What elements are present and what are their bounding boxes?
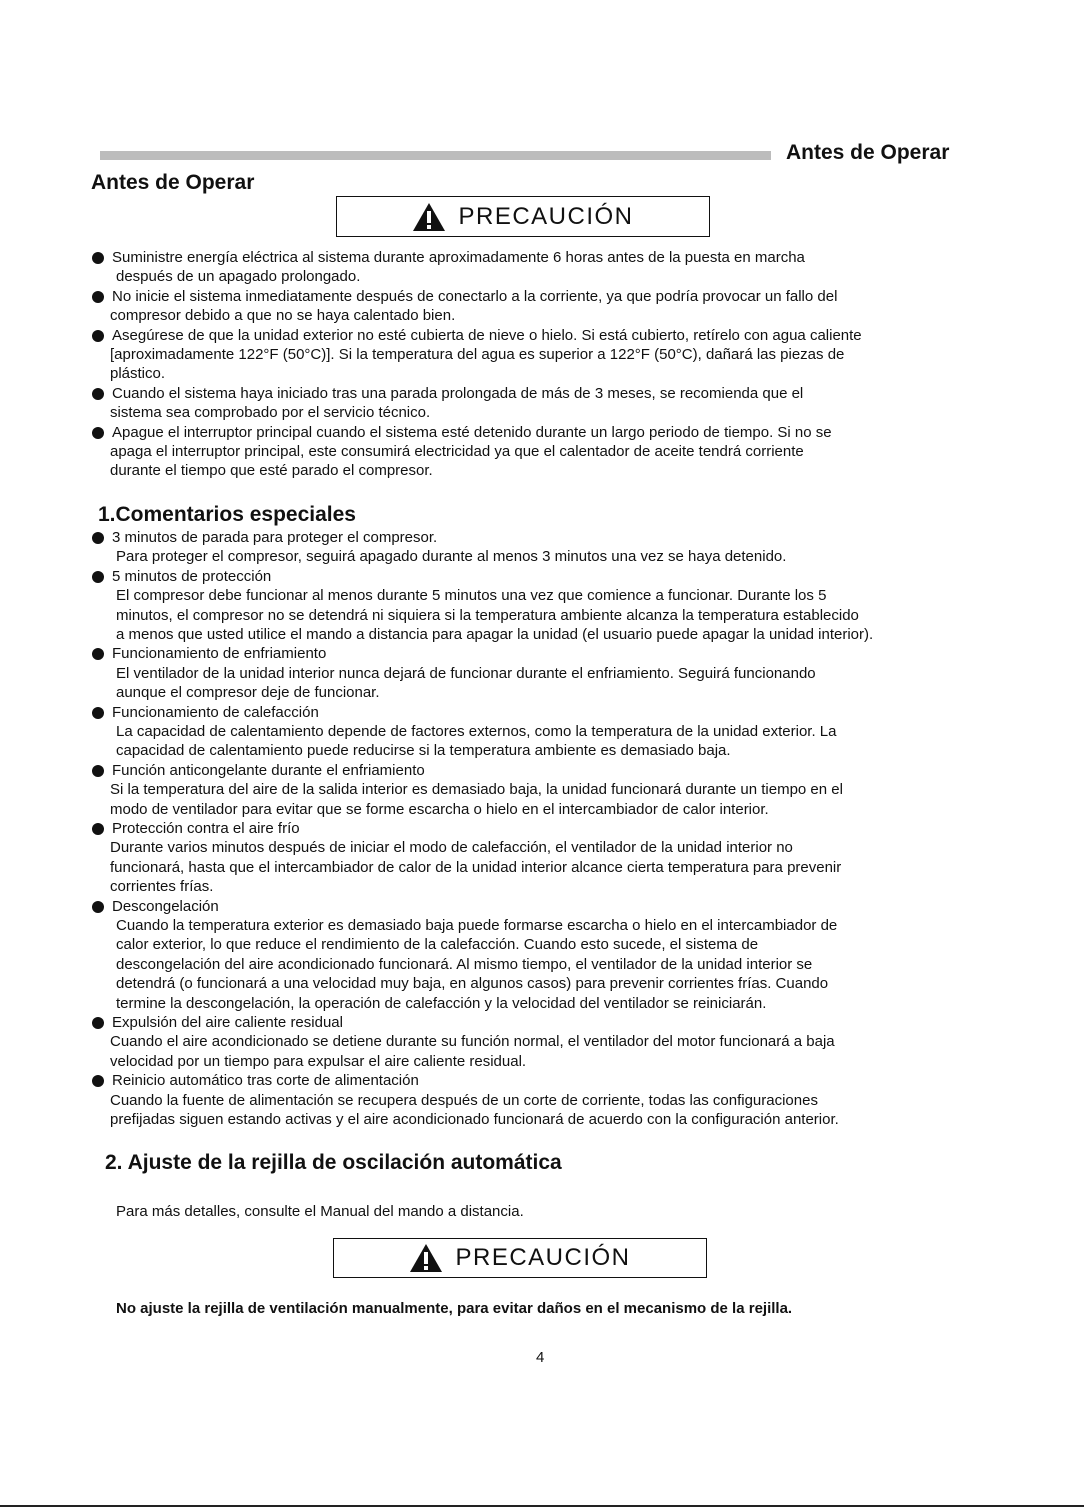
comment-heading: Reinicio automático tras corte de alimentación — [112, 1072, 419, 1090]
bullet-icon — [92, 252, 104, 264]
caution-label: PRECAUCIÓN — [458, 202, 634, 230]
caution-item-line: No inicie el sistema inmediatamente después de conectarlo a la corriente, ya que podría provocar un fallo del — [112, 287, 838, 305]
caution-item-line: plástico. — [110, 365, 166, 383]
comment-body-line: funcionará, hasta que el intercambiador de calor de la unidad interior alcance cierta temperatura para prevenir — [110, 858, 842, 876]
caution-item-line: sistema sea comprobado por el servicio técnico. — [110, 404, 431, 422]
bullet-icon — [92, 648, 104, 660]
comment-body-line: Durante varios minutos después de iniciar el modo de calefacción, el ventilador de la unidad interior no — [110, 839, 793, 857]
bullet-icon — [92, 1017, 104, 1029]
bullet-icon — [92, 532, 104, 544]
caution-item-line: Cuando el sistema haya iniciado tras una parada prolongada de más de 3 meses, se recomienda que el — [112, 384, 804, 402]
caution-item-line: compresor debido a que no se haya calentado bien. — [110, 307, 456, 325]
comment-body-line: aunque el compresor deje de funcionar. — [116, 684, 380, 702]
section2-text: Para más detalles, consulte el Manual del mando a distancia. — [116, 1203, 524, 1220]
caution-item-line: Asegúrese de que la unidad exterior no esté cubierta de nieve o hielo. Si está cubierto, retírelo con agua caliente — [112, 326, 862, 344]
comment-heading: Expulsión del aire caliente residual — [112, 1014, 343, 1031]
bullet-icon — [92, 765, 104, 777]
page-title: Antes de Operar — [91, 171, 255, 194]
bullet-icon — [92, 1075, 104, 1087]
comment-heading: Función anticongelante durante el enfriamiento — [112, 761, 425, 779]
bullet-icon — [92, 901, 104, 913]
comment-body-line: prefijadas siguen estando activas y el aire acondicionado funcionará de acuerdo con la configuración anterior. — [110, 1111, 839, 1128]
comment-body-line: calor exterior, lo que reduce el rendimiento de la calefacción. Cuando esto sucede, el sistema de — [116, 936, 759, 954]
bullet-icon — [92, 427, 104, 439]
bullet-icon — [92, 291, 104, 303]
comment-body-line: Cuando la fuente de alimentación se recupera después de un corte de corriente, todas las configuraciones — [110, 1091, 818, 1109]
warning-icon — [412, 202, 446, 232]
comment-body-line: corrientes frías. — [110, 878, 214, 896]
comment-body-line: velocidad por un tiempo para expulsar el aire caliente residual. — [110, 1052, 527, 1070]
comment-body-line: a menos que usted utilice el mando a distancia para apagar la unidad (el usuario puede apagar la unidad interior). — [116, 626, 874, 643]
caution-item-line: Apague el interruptor principal cuando el sistema esté detenido durante un largo periodo de tiempo. Si no se — [112, 423, 832, 441]
warning-text: No ajuste la rejilla de ventilación manualmente, para evitar daños en el mecanismo de la rejilla. — [116, 1300, 793, 1317]
comment-body-line: La capacidad de calentamiento depende de factores externos, como la temperatura de la unidad exterior. La — [116, 723, 837, 740]
comment-body-line: capacidad de calentamiento puede reducirse si la temperatura ambiente es demasiado baja. — [116, 742, 731, 760]
section1-title: 1.Comentarios especiales — [98, 503, 356, 526]
comment-heading: Descongelación — [112, 897, 219, 915]
comment-body-line: El ventilador de la unidad interior nunca dejará de funcionar durante el enfriamiento. Seguirá funcionando — [116, 664, 816, 682]
comment-heading: 3 minutos de parada para proteger el compresor. — [112, 529, 438, 546]
page-number: 4 — [536, 1349, 545, 1366]
bullet-icon — [92, 823, 104, 835]
bullet-icon — [92, 707, 104, 719]
comment-body-line: Si la temperatura del aire de la salida interior es demasiado baja, la unidad funcionará durante un tiempo en el — [110, 781, 843, 799]
caution-item-line: después de un apagado prolongado. — [116, 268, 361, 286]
comment-body-line: termine la descongelación, la operación de calefacción y la velocidad del ventilador se reiniciarán. — [116, 994, 767, 1012]
header-title: Antes de Operar — [786, 141, 950, 164]
comment-body-line: Cuando la temperatura exterior es demasiado baja puede formarse escarcha o hielo en el intercambiador de — [116, 917, 838, 934]
comment-body-line: El compresor debe funcionar al menos durante 5 minutos una vez que comience a funcionar. Durante los 5 — [116, 587, 827, 605]
comment-body-line: Cuando el aire acondicionado se detiene durante su función normal, el ventilador del motor funcionará a baja — [110, 1033, 835, 1051]
caution-box-top — [336, 196, 710, 237]
comment-body-line: descongelación del aire acondicionado funcionará. Al mismo tiempo, el ventilador de la unidad interior se — [116, 955, 813, 973]
caution-item-line: durante el tiempo que esté parado el compresor. — [110, 462, 433, 480]
section2-title: 2. Ajuste de la rejilla de oscilación automática — [105, 1151, 562, 1174]
bullet-icon — [92, 388, 104, 400]
caution-label: PRECAUCIÓN — [455, 1244, 631, 1271]
comment-body-line: Para proteger el compresor, seguirá apagado durante al menos 3 minutos una vez se haya detenido. — [116, 548, 787, 566]
comment-body-line: minutos, el compresor no se detendrá ni siquiera si la temperatura ambiente alcanza la temperatura establecido — [116, 606, 859, 624]
comment-heading: 5 minutos de protección — [112, 567, 272, 585]
caution-item-line: [aproximadamente 122°F (50°C)]. Si la temperatura del agua es superior a 122°F (50°C), dañará las piezas de — [110, 346, 845, 363]
comment-heading: Protección contra el aire frío — [112, 820, 300, 837]
bullet-icon — [92, 571, 104, 583]
warning-icon — [409, 1243, 443, 1273]
caution-box-bottom — [333, 1238, 707, 1278]
comment-body-line: modo de ventilador para evitar que se forme escarcha o hielo en el intercambiador de calor interior. — [110, 800, 769, 818]
bullet-icon — [92, 330, 104, 342]
comment-body-line: detendrá (o funcionará a una velocidad muy baja, en algunos casos) para prevenir corrientes frías. Cuando — [116, 975, 829, 993]
comment-heading: Funcionamiento de calefacción — [112, 703, 319, 721]
caution-item-line: apaga el interruptor principal, este consumirá electricidad ya que el calentador de aceite tendrá corriente — [110, 443, 804, 460]
bottom-rule — [0, 1505, 1084, 1507]
header-bar — [100, 151, 771, 160]
comment-heading: Funcionamiento de enfriamiento — [112, 645, 327, 663]
caution-item-line: Suministre energía eléctrica al sistema durante aproximadamente 6 horas antes de la puesta en marcha — [112, 249, 805, 266]
